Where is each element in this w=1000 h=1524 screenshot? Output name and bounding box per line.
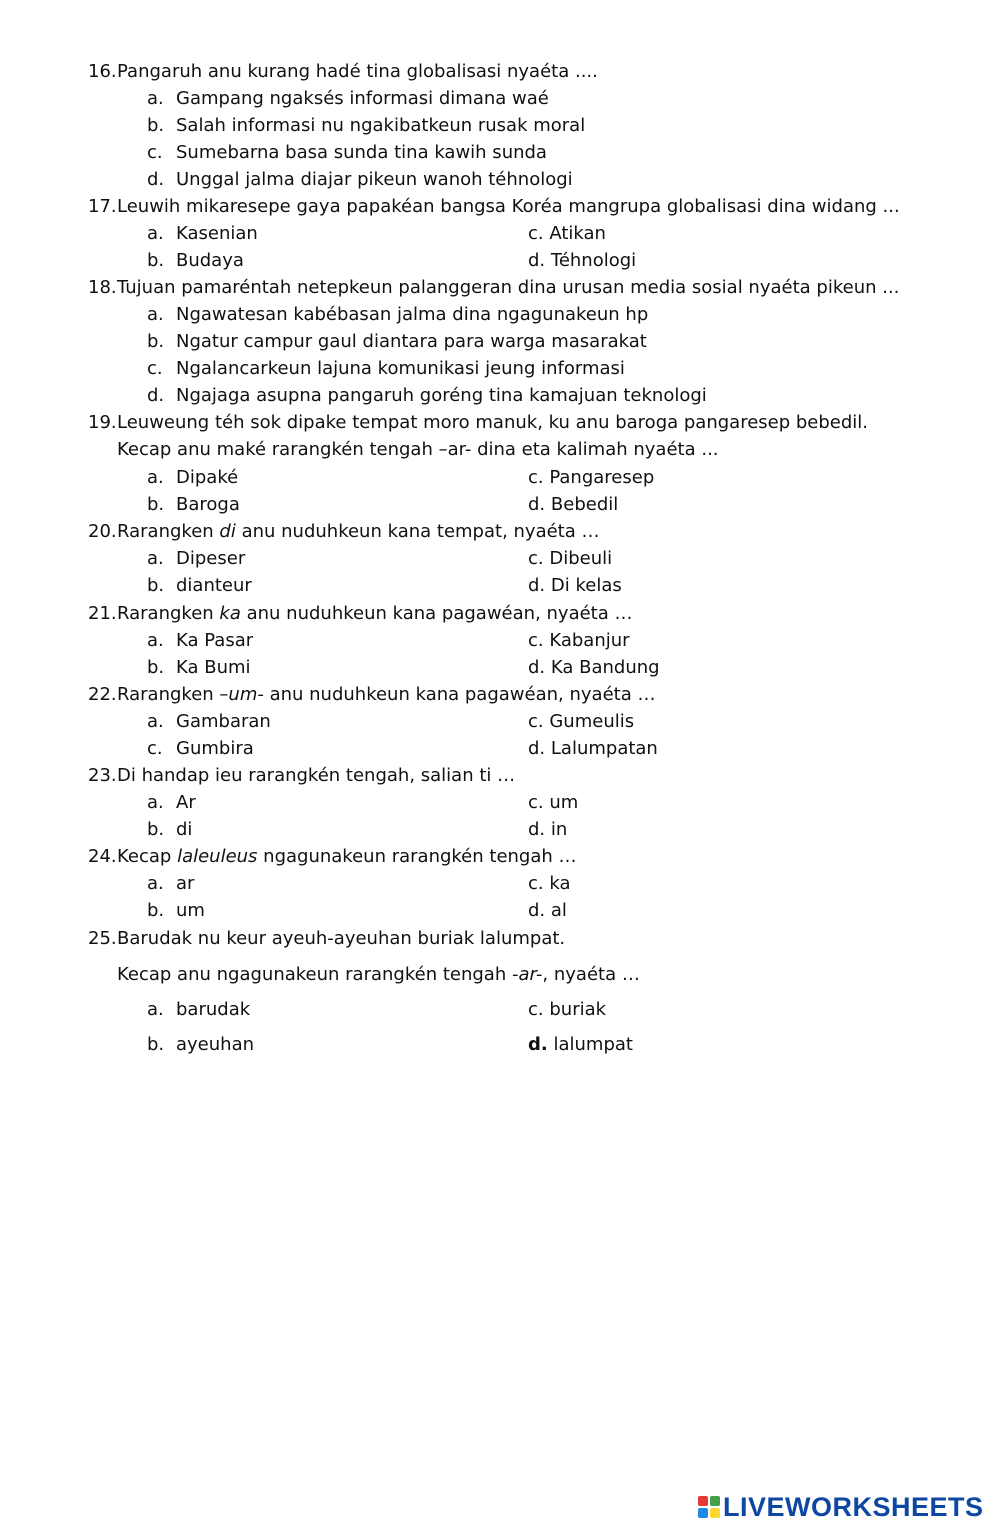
emphasis: di xyxy=(219,521,236,542)
option[interactable] xyxy=(147,819,192,841)
option-letter: c. xyxy=(147,738,163,759)
question-text: Di handap ieu rarangkén tengah, salian ti … xyxy=(117,765,516,786)
option-letter: d. xyxy=(528,657,546,678)
option-letter: d. xyxy=(528,819,546,840)
option-text: Gampang ngaksés informasi dimana waé xyxy=(176,88,549,109)
option-text: Téhnologi xyxy=(550,250,637,271)
option-text: Bebedil xyxy=(550,494,619,515)
option-letter: c. xyxy=(528,873,544,894)
option[interactable] xyxy=(147,999,250,1021)
option-letter: b. xyxy=(147,331,165,352)
option[interactable] xyxy=(528,494,618,516)
logo-blocks-icon xyxy=(698,1496,720,1518)
question-number: 17. xyxy=(88,196,117,217)
option-letter: d. xyxy=(528,738,546,759)
option-letter: c. xyxy=(528,999,544,1020)
option[interactable] xyxy=(147,873,194,895)
option-text: ka xyxy=(549,873,571,894)
option-text: in xyxy=(550,819,568,840)
question-text: Tujuan pamaréntah netepkeun palanggeran dina urusan media sosial nyaéta pikeun ... xyxy=(117,277,900,298)
option[interactable] xyxy=(528,657,660,679)
question-text xyxy=(117,846,577,868)
option[interactable] xyxy=(528,1034,633,1056)
option-text: Kasenian xyxy=(176,223,258,244)
option-text: Ngawatesan kabébasan jalma dina ngagunakeun hp xyxy=(176,304,649,325)
option-letter: a. xyxy=(147,88,164,109)
question-number: 24. xyxy=(88,846,117,867)
option[interactable] xyxy=(528,630,630,652)
option-text: Lalumpatan xyxy=(550,738,658,759)
question-number: 18. xyxy=(88,277,117,298)
option-letter: c. xyxy=(528,630,544,651)
option[interactable] xyxy=(147,142,547,164)
option-letter: d. xyxy=(147,385,165,406)
option[interactable] xyxy=(147,548,245,570)
option-letter: d. xyxy=(147,169,165,190)
logo-block xyxy=(698,1508,708,1518)
option-letter: d. xyxy=(528,250,546,271)
question-number: 16. xyxy=(88,61,117,82)
option-text: Ka Bumi xyxy=(176,657,251,678)
option-letter: d. xyxy=(528,900,546,921)
emphasis: –um- xyxy=(219,684,264,705)
option[interactable] xyxy=(528,467,654,489)
option[interactable] xyxy=(528,250,636,272)
option-letter: c. xyxy=(528,792,544,813)
question-text: Leuwih mikaresepe gaya papakéan bangsa Koréa mangrupa globalisasi dina widang ... xyxy=(117,196,900,217)
question-number: 19. xyxy=(88,412,117,433)
option[interactable] xyxy=(147,385,707,407)
question-number: 22. xyxy=(88,684,117,705)
option-letter: b. xyxy=(147,115,165,136)
option-text: Ar xyxy=(176,792,196,813)
option-letter: b. xyxy=(147,575,165,596)
option-letter: c. xyxy=(528,223,544,244)
question-number: 20. xyxy=(88,521,117,542)
logo-block xyxy=(698,1496,708,1506)
option-letter: b. xyxy=(147,819,165,840)
option-letter: d. xyxy=(528,575,546,596)
option[interactable] xyxy=(147,575,252,597)
option[interactable] xyxy=(528,575,622,597)
option[interactable] xyxy=(528,548,612,570)
option[interactable] xyxy=(147,711,271,733)
option-text: Dipeser xyxy=(176,548,246,569)
question-number: 25. xyxy=(88,928,117,949)
option-letter: a. xyxy=(147,630,164,651)
option-text: barudak xyxy=(176,999,251,1020)
text-part: Kecap xyxy=(117,846,178,867)
option-text: lalumpat xyxy=(553,1034,633,1055)
option[interactable] xyxy=(147,250,244,272)
option[interactable] xyxy=(147,467,238,489)
option-letter: a. xyxy=(147,873,164,894)
option-text: Ka Pasar xyxy=(176,630,254,651)
text-part: Rarangken xyxy=(117,603,220,624)
option-letter: a. xyxy=(147,999,164,1020)
option[interactable] xyxy=(147,115,585,137)
option-text: Budaya xyxy=(176,250,244,271)
question-text xyxy=(117,521,599,543)
emphasis: -ar- xyxy=(511,964,543,985)
option-text: ar xyxy=(176,873,195,894)
question-text xyxy=(117,684,655,706)
text-part: , nyaéta … xyxy=(542,964,640,985)
option[interactable] xyxy=(147,331,647,353)
option[interactable] xyxy=(147,1034,254,1056)
option-text: Sumebarna basa sunda tina kawih sunda xyxy=(176,142,547,163)
question-text-continued xyxy=(117,964,640,986)
option-text: Di kelas xyxy=(550,575,622,596)
option[interactable] xyxy=(528,900,567,922)
text-part: anu nuduhkeun kana pagawéan, nyaéta … xyxy=(263,684,656,705)
option[interactable] xyxy=(528,738,658,760)
option[interactable] xyxy=(528,819,567,841)
option-text: um xyxy=(176,900,205,921)
option[interactable] xyxy=(147,900,205,922)
option[interactable] xyxy=(147,88,549,110)
logo-block xyxy=(710,1508,720,1518)
option-letter: d. xyxy=(528,494,546,515)
option-text: Baroga xyxy=(176,494,240,515)
option-text: Atikan xyxy=(549,223,606,244)
question-text-continued: Kecap anu maké rarangkén tengah –ar- dina eta kalimah nyaéta ... xyxy=(117,439,719,460)
option-letter: d. xyxy=(528,1034,548,1055)
option-letter: a. xyxy=(147,304,164,325)
option-text: Ngatur campur gaul diantara para warga masarakat xyxy=(176,331,647,352)
option-text: buriak xyxy=(549,999,607,1020)
option-letter: b. xyxy=(147,900,165,921)
option-text: di xyxy=(176,819,193,840)
logo-text: LIVEWORKSHEETS xyxy=(723,1491,984,1522)
option[interactable] xyxy=(147,630,253,652)
option-text: Dipaké xyxy=(176,467,239,488)
option-letter: b. xyxy=(147,494,165,515)
option-text: Unggal jalma diajar pikeun wanoh téhnologi xyxy=(176,169,573,190)
option-letter: a. xyxy=(147,711,164,732)
option-letter: c. xyxy=(528,711,544,732)
option-text: Dibeuli xyxy=(549,548,613,569)
option-text: Salah informasi nu ngakibatkeun rusak moral xyxy=(176,115,586,136)
emphasis: laleuleus xyxy=(177,846,258,867)
question-text: Leuweung téh sok dipake tempat moro manuk, ku anu baroga pangaresep bebedil. xyxy=(117,412,869,433)
option-text: Ngajaga asupna pangaruh goréng tina kamajuan teknologi xyxy=(176,385,707,406)
option[interactable] xyxy=(147,657,251,679)
emphasis: ka xyxy=(219,603,241,624)
liveworksheets-logo[interactable] xyxy=(698,1492,984,1522)
option-text: um xyxy=(549,792,579,813)
text-part: Kecap anu ngagunakeun rarangkén tengah xyxy=(117,964,512,985)
option-text: Gumbira xyxy=(176,738,254,759)
option-text: Ngalancarkeun lajuna komunikasi jeung informasi xyxy=(176,358,625,379)
option-text: Gumeulis xyxy=(549,711,635,732)
option[interactable] xyxy=(147,304,648,326)
logo-block xyxy=(710,1496,720,1506)
option-letter: a. xyxy=(147,792,164,813)
option-text: Kabanjur xyxy=(549,630,630,651)
text-part: ngagunakeun rarangkén tengah … xyxy=(257,846,577,867)
option[interactable] xyxy=(528,711,634,733)
option[interactable] xyxy=(528,792,578,814)
option-text: Ka Bandung xyxy=(550,657,660,678)
option-text: dianteur xyxy=(176,575,252,596)
question-text xyxy=(117,603,632,625)
question-number: 23. xyxy=(88,765,117,786)
option-letter: b. xyxy=(147,250,165,271)
option[interactable] xyxy=(528,873,571,895)
option-letter: b. xyxy=(147,657,165,678)
question-number: 21. xyxy=(88,603,117,624)
option-text: ayeuhan xyxy=(176,1034,255,1055)
option-letter: c. xyxy=(147,142,163,163)
option-letter: c. xyxy=(528,548,544,569)
question-text: Barudak nu keur ayeuh-ayeuhan buriak lalumpat. xyxy=(117,928,566,949)
option-text: Pangaresep xyxy=(549,467,655,488)
option[interactable] xyxy=(528,999,606,1021)
option-letter: c. xyxy=(528,467,544,488)
option[interactable] xyxy=(147,358,625,380)
option-letter: b. xyxy=(147,1034,165,1055)
text-part: anu nuduhkeun kana pagawéan, nyaéta … xyxy=(240,603,633,624)
option-letter: a. xyxy=(147,548,164,569)
option[interactable] xyxy=(147,169,573,191)
text-part: Rarangken xyxy=(117,684,220,705)
option-text: Gambaran xyxy=(176,711,271,732)
option[interactable] xyxy=(147,738,254,760)
option[interactable] xyxy=(528,223,606,245)
question-text: Pangaruh anu kurang hadé tina globalisasi nyaéta .... xyxy=(117,61,598,82)
option-letter: a. xyxy=(147,223,164,244)
option-letter: a. xyxy=(147,467,164,488)
option[interactable] xyxy=(147,223,258,245)
option[interactable] xyxy=(147,792,196,814)
option-text: al xyxy=(550,900,567,921)
text-part: Rarangken xyxy=(117,521,220,542)
option[interactable] xyxy=(147,494,240,516)
text-part: anu nuduhkeun kana tempat, nyaéta … xyxy=(235,521,600,542)
option-letter: c. xyxy=(147,358,163,379)
